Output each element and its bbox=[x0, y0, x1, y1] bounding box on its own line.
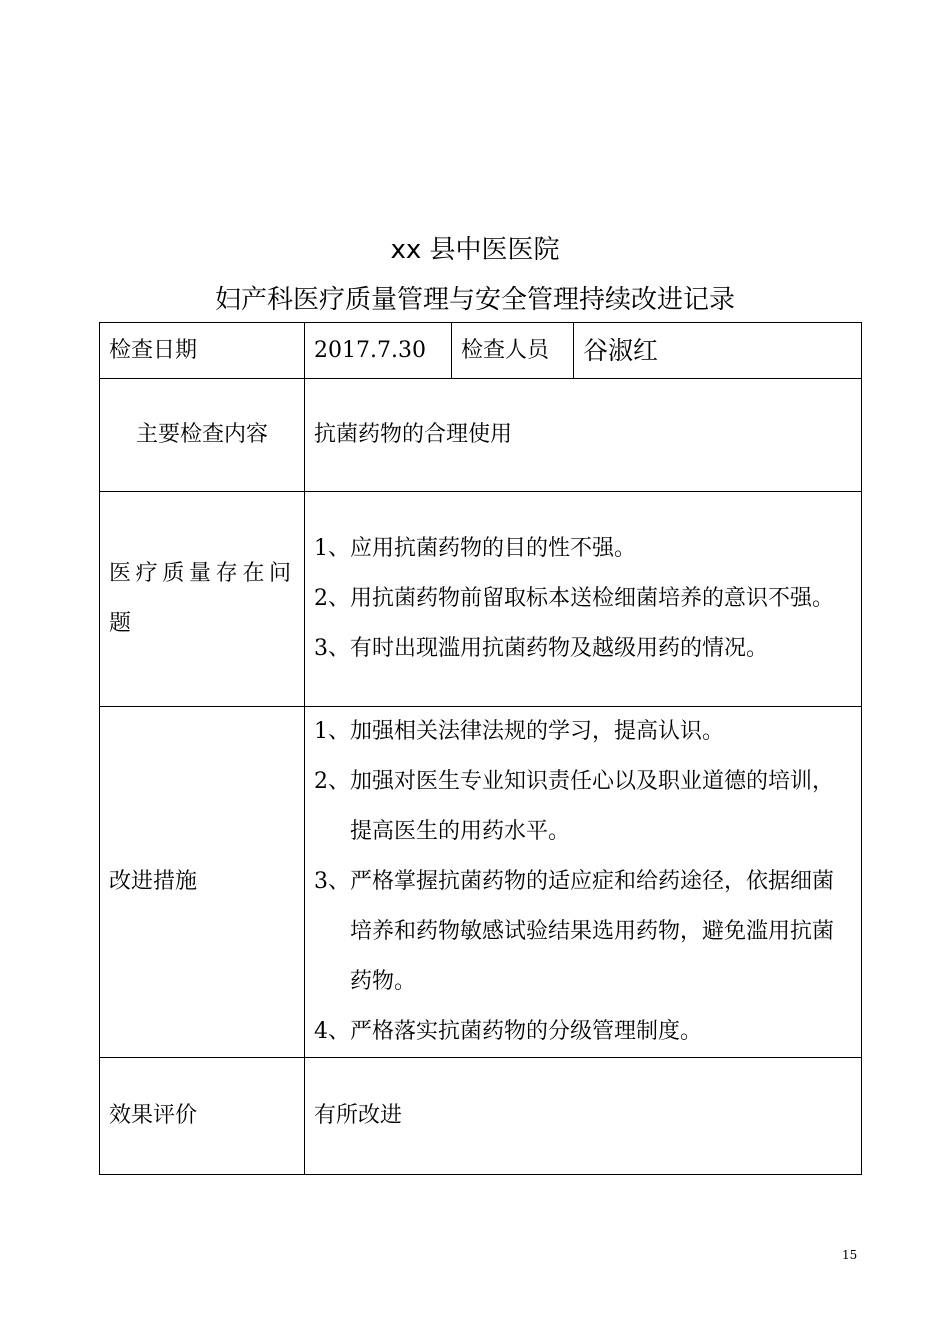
table-row bbox=[100, 1058, 862, 1175]
inspector-label: 检查人员 bbox=[452, 323, 574, 379]
date-label: 检查日期 bbox=[100, 323, 305, 379]
table-row bbox=[100, 323, 862, 379]
effect-value: 有所改进 bbox=[305, 1058, 862, 1175]
list-item: 3、有时出现滥用抗菌药物及越级用药的情况。 bbox=[314, 636, 768, 661]
list-item: 2、用抗菌药物前留取标本送检细菌培养的意识不强。 bbox=[314, 586, 834, 611]
content-label: 主要检查内容 bbox=[100, 379, 305, 492]
table-row bbox=[100, 492, 862, 707]
measures-list bbox=[314, 707, 852, 1057]
improvement-record-table bbox=[99, 322, 862, 1175]
document-title: 妇产科医疗质量管理与安全管理持续改进记录 bbox=[214, 285, 735, 315]
hospital-name: xx 县中医医院 bbox=[390, 235, 560, 265]
list-item: 4、严格落实抗菌药物的分级管理制度。 bbox=[314, 1019, 702, 1044]
problems-cell bbox=[305, 492, 862, 707]
date-value: 2017.7.30 bbox=[305, 323, 452, 379]
list-item: 1、加强相关法律法规的学习，提高认识。 bbox=[314, 719, 724, 744]
list-item: 3、严格掌握抗菌药物的适应症和给药途径，依据细菌培养和药物敏感试验结果选用药物，避免滥用抗菌药物。 bbox=[314, 869, 835, 994]
page-number: 15 bbox=[842, 1248, 858, 1262]
list-item: 1、应用抗菌药物的目的性不强。 bbox=[314, 536, 636, 561]
measures-cell bbox=[305, 707, 862, 1058]
table-row bbox=[100, 379, 862, 492]
problems-list bbox=[314, 524, 852, 674]
inspector-value: 谷淑红 bbox=[574, 323, 862, 379]
table-row bbox=[100, 707, 862, 1058]
effect-label: 效果评价 bbox=[100, 1058, 305, 1175]
list-item: 2、加强对医生专业知识责任心以及职业道德的培训，提高医生的用药水平。 bbox=[314, 769, 834, 844]
problems-label: 医疗质量存在问题 bbox=[100, 492, 305, 707]
measures-label: 改进措施 bbox=[100, 707, 305, 1058]
content-value: 抗菌药物的合理使用 bbox=[305, 379, 862, 492]
